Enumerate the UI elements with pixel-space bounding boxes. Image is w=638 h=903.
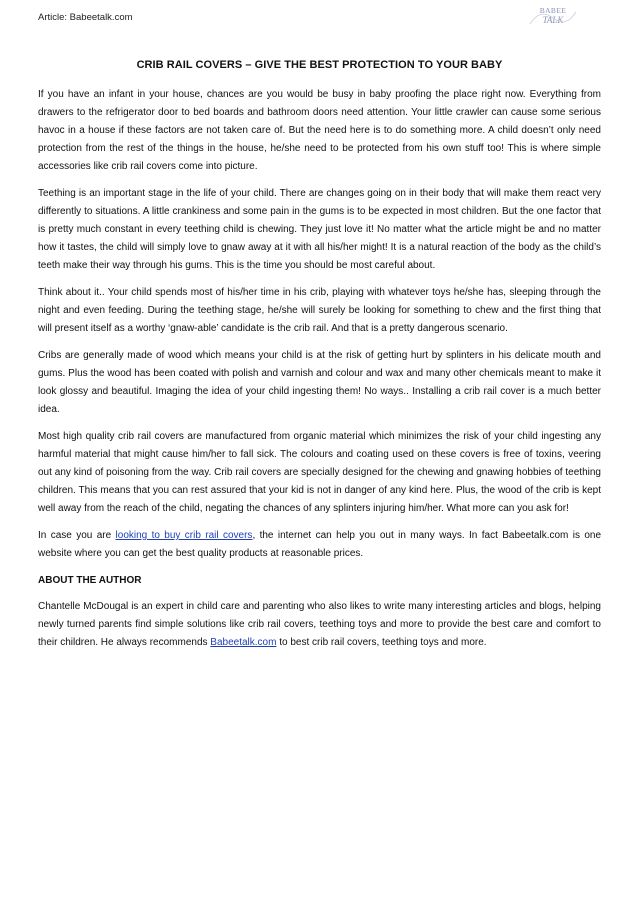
babeetalk-link[interactable]: Babeetalk.com [210,637,277,648]
article-body [38,86,601,661]
paragraph-1: If you have an infant in your house, chances are you would be busy in baby proofing the place right now. Everything from drawers to the refrigerator door to bed boards and bathroom doors need attention. Your little crawler can cause some serious havoc in a house if these factors are not taken care of. But the need here is to do something more. A child doesn’t only need protection from the rest of the things in the house, he/she need to be protected from his own stuff too! This is where simple accessories like crib rail covers come into picture. [38,89,601,172]
buy-crib-rail-covers-link[interactable]: looking to buy crib rail covers [115,530,253,541]
author-bio-text-after: to best crib rail covers, teething toys and more. [276,637,487,648]
paragraph-6-text-before: In case you are [38,530,116,541]
header-source: Article: Babeetalk.com [38,12,133,23]
paragraph-6 [38,527,601,563]
author-bio [38,598,601,652]
article-title: CRIB RAIL COVERS – GIVE THE BEST PROTECTION TO YOUR BABY [136,59,503,71]
paragraph-5: Most high quality crib rail covers are manufactured from organic material which minimizes the risk of your child ingesting any harmful material that might cause him/her to fall sick. The colours and coating used on these covers is free of toxins, veering out any kind of poisoning from the way. Crib rail covers are specially designed for the chewing and gnawing hobbies of teething children. This means that you can rest assured that your kid is not in danger of any kind here. Plus, the wood of the crib is kept well away from the reach of the child, negating the chances of any splinters injuring him/her. What more can you ask for! [38,431,601,514]
logo-swirl-icon [526,4,580,30]
logo-line-1: BABEE [539,6,567,15]
paragraph-3: Think about it.. Your child spends most of his/her time in his crib, playing with whatever toys he/she has, sleeping through the night and even feeding. During the teething stage, he/she will surely be looking for something to chew and the first thing that will present itself as a worthy ‘gnaw-able’ candidate is the crib rail. And that is a pretty dangerous scenario. [38,287,601,334]
logo-line-2: TALK [542,15,564,25]
author-heading: ABOUT THE AUTHOR [38,575,142,586]
paragraph-4: Cribs are generally made of wood which means your child is at the risk of getting hurt by splinters in his delicate mouth and gums. Plus the wood has been coated with polish and varnish and colour and wax and many other chemicals meant to make it look glossy and beautiful. Imaging the idea of your child ingesting them! No ways.. Installing a crib rail cover is a much better idea. [38,350,601,415]
paragraph-6-text-after: , the internet can help you out in many ways. In fact Babeetalk.com is one website where you can get the best quality products at reasonable prices. [38,530,602,559]
author-bio-text-before: Chantelle McDougal is an expert in child care and parenting who also likes to write many interesting articles and blogs, helping newly turned parents find simple solutions like crib rail covers, teething toys and more to provide the best care and comfort to their children. He always recommends [38,601,601,648]
paragraph-2: Teething is an important stage in the life of your child. There are changes going on in their body that will make them react very differently to situations. A little crankiness and some pain in the gums is to be expected in most children. But the one factor that is pretty much constant in every teething child is chewing. They just love it! No matter what the article might be and no matter how it tastes, the child will simply love to gnaw away at it with all his/her might! It is a natural reaction of the body as the child’s teeth make their way through his gums. This is the time you should be most careful about. [38,188,601,271]
babeetalk-logo[interactable] [526,4,580,30]
